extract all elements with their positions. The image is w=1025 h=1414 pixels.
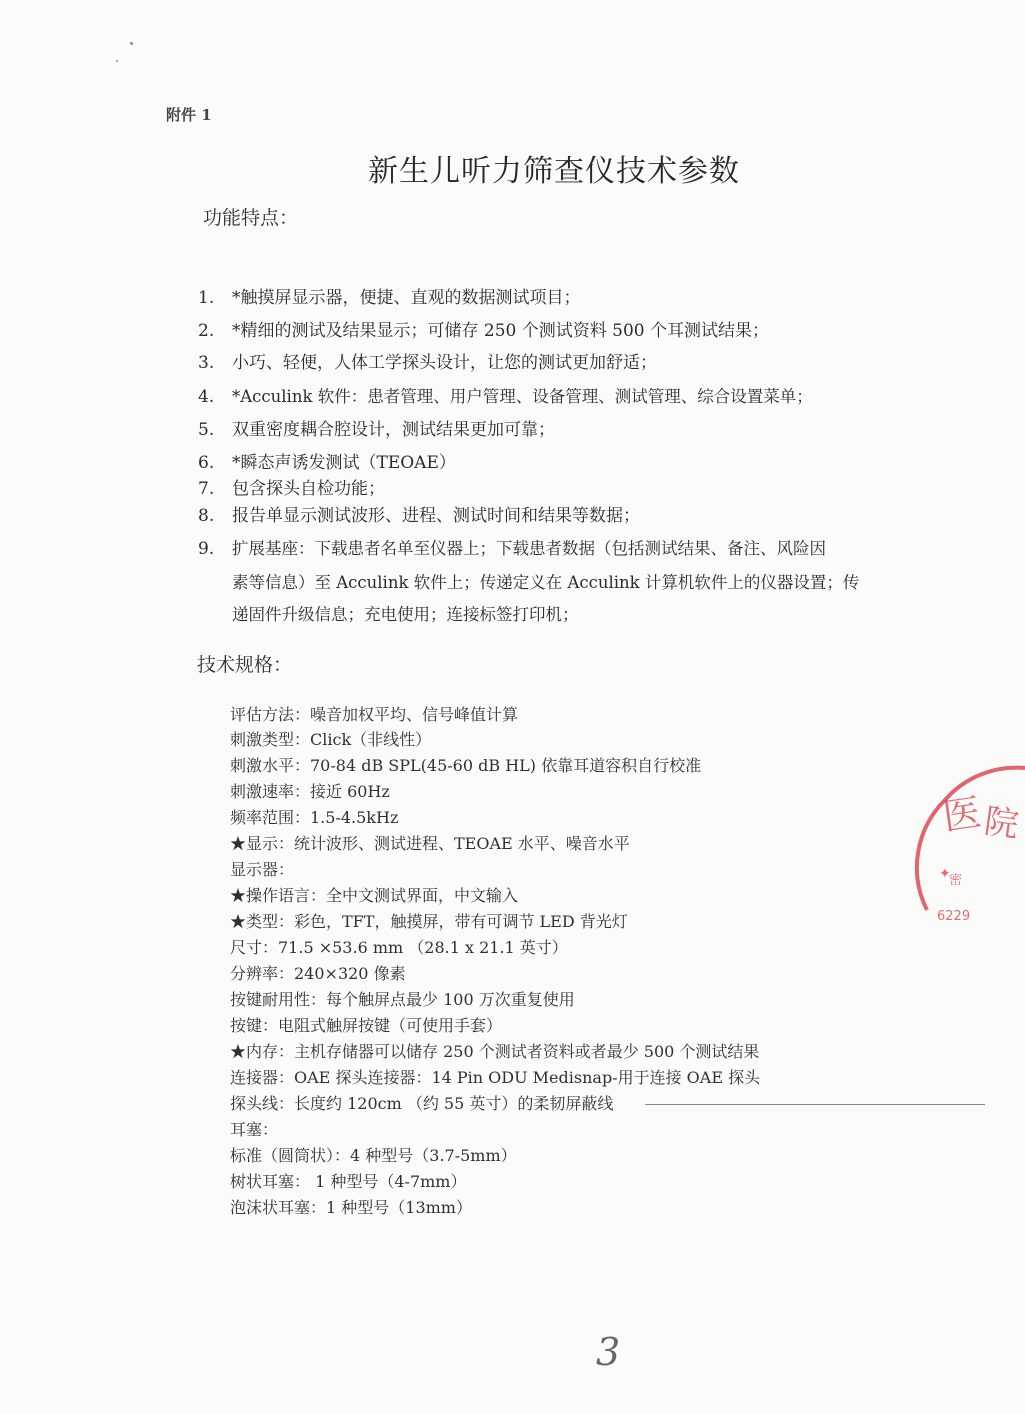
spec-line: 探头线：长度约 120cm （约 55 英寸）的柔韧屏蔽线 bbox=[230, 1094, 614, 1113]
page-number: 3 bbox=[596, 1330, 621, 1374]
feature-text: *触摸屏显示器，便捷、直观的数据测试项目； bbox=[232, 288, 581, 308]
feature-text: *瞬态声诱发测试（TEOAE） bbox=[232, 453, 456, 473]
feature-text: 小巧、轻便，人体工学探头设计，让您的测试更加舒适； bbox=[232, 353, 657, 373]
feature-number: 2. bbox=[198, 321, 215, 341]
spec-line: 按键耐用性：每个触屏点最少 100 万次重复使用 bbox=[230, 990, 575, 1009]
svg-text:✦: ✦ bbox=[939, 866, 951, 882]
feature-number: 9. bbox=[198, 539, 215, 559]
spec-line: 分辨率：240×320 像素 bbox=[230, 964, 406, 983]
feature-number: 4. bbox=[198, 387, 215, 407]
feature-text-line-1: 扩展基座：下载患者名单至仪器上；下载患者数据（包括测试结果、备注、风险因 bbox=[232, 539, 826, 558]
feature-text-line-2: 素等信息）至 Acculink 软件上；传递定义在 Acculink 计算机软件上的仪器设置；传 bbox=[232, 573, 860, 592]
feature-number: 6. bbox=[198, 453, 215, 473]
spec-line: 评估方法：噪音加权平均、信号峰值计算 bbox=[230, 705, 519, 724]
spec-line: 泡沫状耳塞：1 种型号（13mm） bbox=[230, 1198, 472, 1217]
spec-line: 耳塞： bbox=[230, 1120, 279, 1139]
feature-number: 3. bbox=[198, 353, 215, 373]
red-seal-stamp bbox=[905, 760, 1025, 950]
spec-line: 树状耳塞： 1 种型号（4-7mm） bbox=[230, 1172, 467, 1191]
feature-text: 报告单显示测试波形、进程、测试时间和结果等数据； bbox=[232, 506, 640, 526]
svg-text:院: 院 bbox=[981, 801, 1021, 846]
spec-line: 标准（圆筒状）：4 种型号（3.7-5mm） bbox=[230, 1146, 517, 1165]
feature-number: 7. bbox=[198, 479, 215, 499]
svg-text:密: 密 bbox=[949, 873, 963, 888]
spec-line: ★操作语言：全中文测试界面，中文输入 bbox=[230, 886, 519, 905]
spec-line: 显示器： bbox=[230, 860, 295, 879]
scan-speck bbox=[116, 60, 118, 62]
spec-line: 频率范围：1.5-4.5kHz bbox=[230, 808, 399, 827]
spec-line: 刺激水平：70-84 dB SPL(45-60 dB HL) 依靠耳道容积自行校准 bbox=[230, 756, 702, 775]
feature-text: *Acculink 软件：患者管理、用户管理、设备管理、测试管理、综合设置菜单； bbox=[232, 387, 813, 406]
scan-speck bbox=[130, 42, 133, 45]
feature-text: *精细的测试及结果显示；可储存 250 个测试资料 500 个耳测试结果； bbox=[232, 321, 770, 341]
feature-number: 5. bbox=[198, 420, 215, 440]
features-heading: 功能特点： bbox=[203, 207, 299, 229]
spec-line: 按键：电阻式触屏按键（可使用手套） bbox=[230, 1016, 503, 1035]
spec-line: 尺寸：71.5 ×53.6 mm （28.1 x 21.1 英寸） bbox=[230, 938, 568, 957]
feature-text: 双重密度耦合腔设计，测试结果更加可靠； bbox=[232, 420, 555, 440]
feature-text: 包含探头自检功能； bbox=[232, 479, 385, 499]
spec-line: 刺激速率：接近 60Hz bbox=[230, 782, 390, 801]
spec-line: 连接器：OAE 探头连接器：14 Pin ODU Medisnap-用于连接 OAE 探头 bbox=[230, 1068, 761, 1087]
spec-line: ★类型：彩色，TFT，触摸屏，带有可调节 LED 背光灯 bbox=[230, 912, 628, 931]
specs-heading: 技术规格： bbox=[197, 654, 293, 676]
spec-line: 刺激类型：Click（非线性） bbox=[230, 730, 432, 749]
annex-label: 附件 1 bbox=[166, 106, 212, 124]
horizontal-rule bbox=[645, 1104, 985, 1105]
document-title: 新生儿听力筛查仪技术参数 bbox=[368, 154, 740, 189]
spec-line: ★显示：统计波形、测试进程、TEOAE 水平、噪音水平 bbox=[230, 834, 630, 853]
feature-number: 8. bbox=[198, 506, 215, 526]
svg-text:医: 医 bbox=[940, 790, 984, 839]
feature-number: 1. bbox=[198, 288, 215, 308]
spec-line: ★内存：主机存储器可以储存 250 个测试者资料或者最少 500 个测试结果 bbox=[230, 1042, 760, 1061]
svg-text:6229: 6229 bbox=[937, 909, 971, 924]
feature-text-line-3: 递固件升级信息；充电使用；连接标签打印机； bbox=[232, 605, 579, 624]
